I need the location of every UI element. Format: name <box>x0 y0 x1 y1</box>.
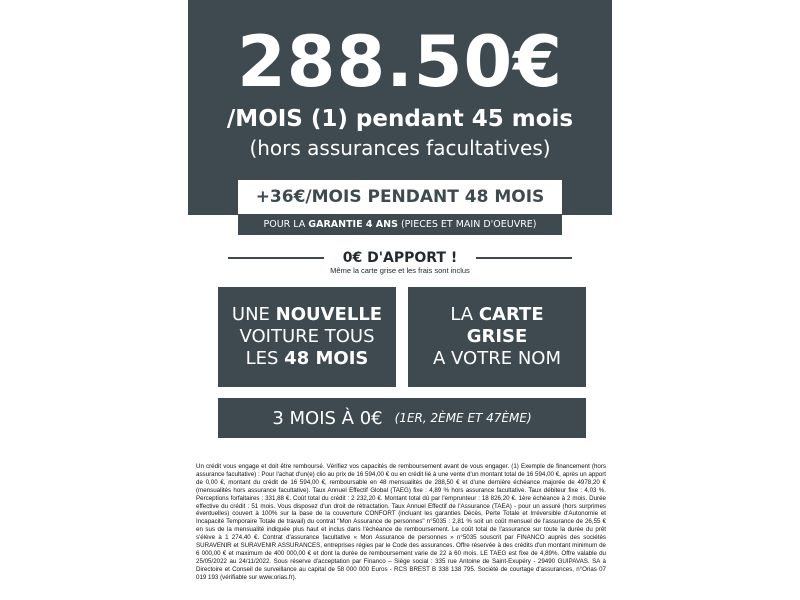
warranty-sub-bold: GARANTIE 4 ANS <box>308 219 398 230</box>
insurance-exclusion-note: (hors assurances facultatives) <box>249 136 551 160</box>
new-car-line2: VOITURE TOUS <box>239 326 375 347</box>
new-car-line3-prefix: LES <box>245 348 285 369</box>
registration-tile-text <box>433 304 561 370</box>
new-car-line3-bold: 48 MOIS <box>284 348 369 369</box>
divider-right <box>476 257 572 259</box>
warranty-sub-suffix: (PIECES ET MAIN D'OEUVRE) <box>397 219 537 230</box>
down-payment-subtitle: Même la carte grise et les frais sont inclus <box>330 266 470 275</box>
new-car-line1-prefix: UNE <box>231 304 276 325</box>
registration-line1-bold: CARTE <box>478 304 544 325</box>
monthly-price: 288.50€ <box>237 21 563 103</box>
new-car-line1-bold: NOUVELLE <box>275 304 383 325</box>
registration-line3: A VOTRE NOM <box>433 348 561 369</box>
free-months-main: 3 MOIS À 0€ <box>272 407 383 429</box>
warranty-sub-prefix: POUR LA <box>263 219 309 230</box>
payment-duration: /MOIS (1) pendant 45 mois <box>226 106 574 132</box>
free-months-note: (1ER, 2ÈME ET 47ÈME) <box>394 411 532 425</box>
legal-disclaimer: Un crédit vous engage et doit être remboursé. Vérifiez vos capacités de remboursement avant de vous engager. (1) Exemple de financement (hors assurance facultative) : Pour l'achat d'un(e) clio au prix de 16 594,00 € ou en crédit lié à une vente d'un montant total de 16 594,00 €, après un apport de 0,00 €, montant du crédit de 16 594,00 €, remboursable en 48 mensualités de 288,50 € et d'une dernière échéance majorée de 4978,20 € (mensualités hors assurance facultative). Taux Annuel Effectif Global (TAEG) fixe : 4,89 % hors assurance facultative. Taux débiteur fixe : 4,03 %. Perceptions forfaitaires : 331,88 €. Coût total du crédit : 2 232,20 €. Montant total dû par l'emprunteur : 18 826,20 €. 1ère échéance à 2 mois. Durée effective du crédit : 51 mois. Vous disposez d'un droit de rétractation. Taux Annuel Effectif de l'Assurance (TAEA) - pour un assuré (hors surprimes éventuelles) couvert à 100% sur la base de la couverture CONFORT (incluant les garanties Décès, Perte Totale et Irréversible d'Autonomie et Incapacité Temporaire Totale de travail) du contrat "Mon Assurance de personnes" n°5035 : 2,81 % soit un coût mensuel de l'assurance de 26,55 € en sus de la mensualité indiquée plus haut et inclus dans l'échéance de remboursement. Le coût total de l'assurance sur toute la durée du prêt s'élève à 1 274,40 €. Contrat d'assurance facultative « Mon Assurance de personnes » n°5035 souscrit par FINANCO auprès des sociétés SURAVENIR et SURAVENIR ASSURANCES, entreprises régies par le Code des assurances. Offre réservée à des crédits d'un montant minimum de 6 000,00 € et maximum de 400 000,00 € et dont la durée de remboursement varie de 22 à 60 mois. LE TAEG est fixe de 4,89%. Offre valable du 25/05/2022 au 24/11/2022. Sous réserve d'acceptation par Financo – Siège social : 335 rue Antoine de Saint-Exupéry - 29490 GUIPAVAS. SA à Directoire et Conseil de surveillance au capital de 58 000 000 Euros - RCS BREST B 338 138 795. Société de courtage d'assurances, n°Orias 07 019 193 (vérifiable sur www.orias.fr). <box>196 463 606 581</box>
down-payment-title: 0€ D'APPORT ! <box>342 250 458 266</box>
new-car-tile <box>218 287 396 387</box>
down-payment-heading <box>228 248 572 268</box>
registration-line1-prefix: LA <box>450 304 479 325</box>
warranty-price-box: +36€/MOIS PENDANT 48 MOIS <box>238 180 562 214</box>
warranty-subtitle <box>238 215 562 235</box>
registration-tile <box>408 287 586 387</box>
new-car-tile-text <box>232 304 382 370</box>
free-months-banner <box>218 398 586 438</box>
registration-line2-bold: GRISE <box>466 326 528 347</box>
